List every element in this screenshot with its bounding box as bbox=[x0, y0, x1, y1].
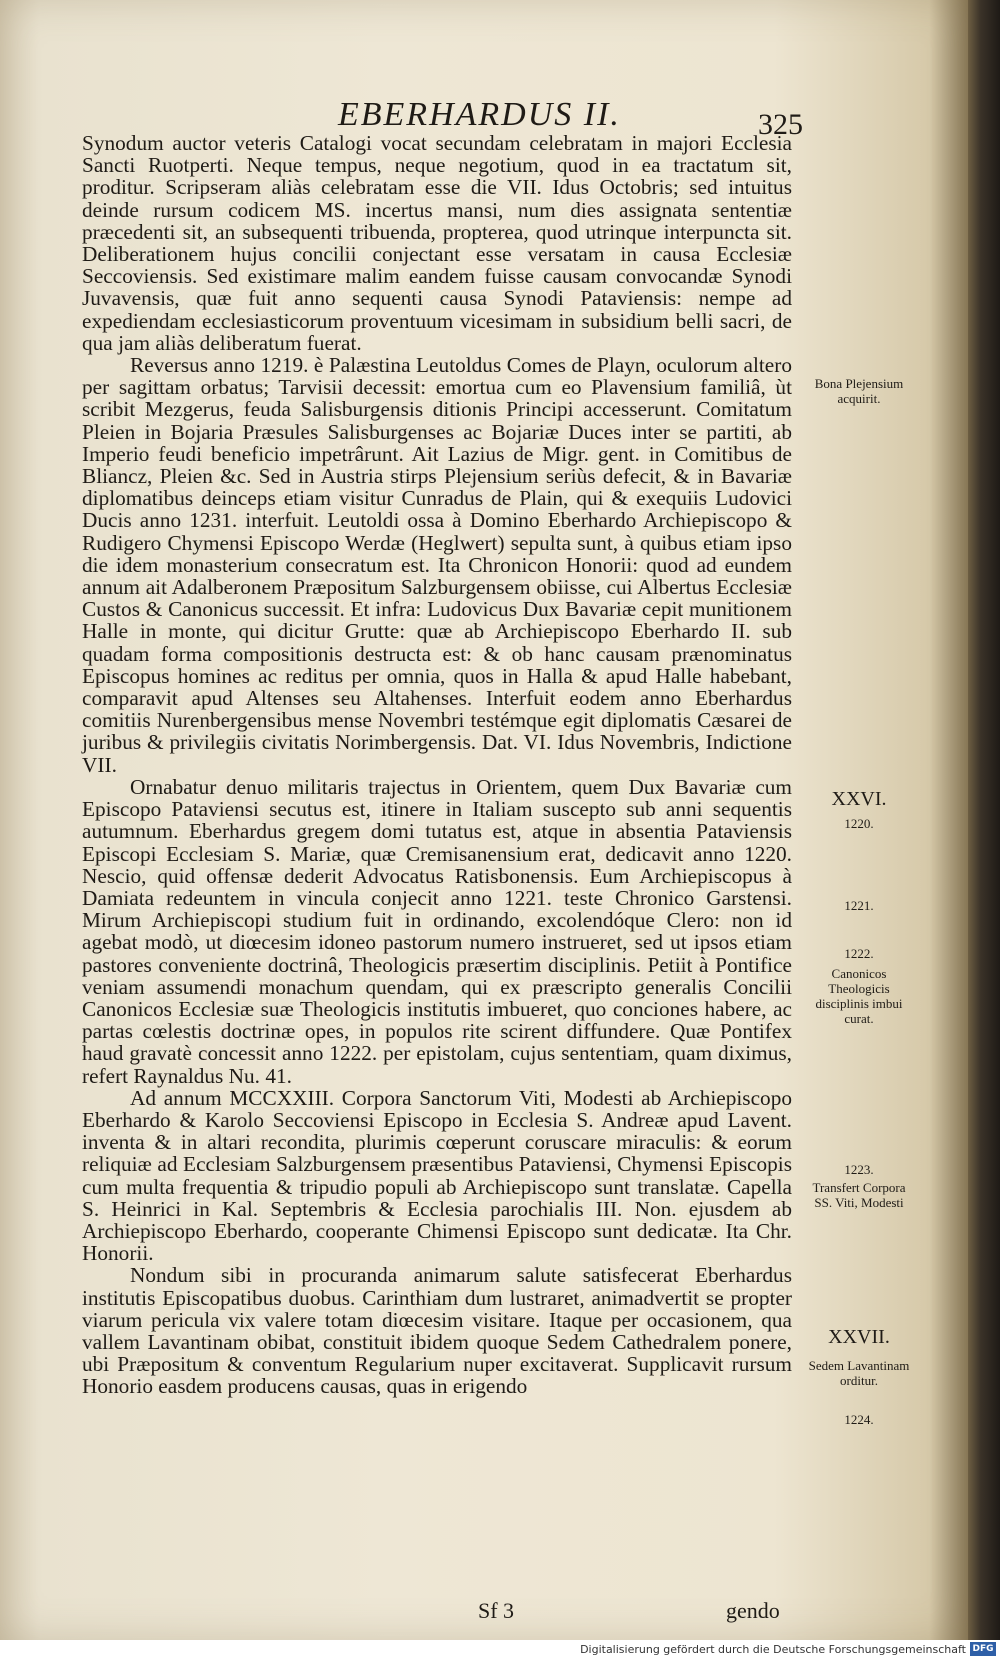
margin-note-sedem: Sedem Lavantinam orditur. bbox=[808, 1358, 910, 1388]
margin-section-xxvii: XXVII. bbox=[828, 1326, 890, 1348]
margin-year-1222: 1222. bbox=[844, 946, 874, 961]
signature-mark: Sf 3 bbox=[478, 1598, 515, 1623]
margin-year-1223: 1223. bbox=[844, 1162, 874, 1177]
digitization-note: Digitalisierung gefördert durch die Deutsche Forschungsgemeinschaft bbox=[580, 1643, 966, 1656]
margin-year-1220: 1220. bbox=[844, 816, 874, 831]
page-number: 325 bbox=[758, 108, 803, 141]
running-title: EBERHARDUS II. bbox=[338, 96, 621, 133]
margin-year-1221: 1221. bbox=[844, 898, 874, 913]
paragraph-reversus: Reversus anno 1219. è Palæstina Leutoldus Comes de Playn, oculorum altero per sagittam orbatus; Tarvisii decessit: emortua cum eo Plavensium familiâ, ùt scribit Mezgerus, feuda Salisburgensis ditionis Principi accesserunt. Comitatum Pleien in Bojaria Præsules Salisburgenses ac Bojariæ Duces inter se partiti, ab Imperio feudi beneficio impetrârunt. Ait Lazius de Migr. gent. in Comitibus de Bliancz, Pleien &c. Sed in Austria stirps Plejensium seriùs defecit, & in Bavariæ diplomatibus deinceps etiam visitur Cunradus de Plain, qui & exequiis Ludovici Ducis anno 1231. interfuit. Leutoldi ossa à Domino Eberhardo Archiepiscopo & Rudigero Chymensi Episcopo Werdæ (Heglwert) sepulta sunt, à quibus etiam ipso die idem monasterium consecratum est. Ita Chronicon Honorii: quod ad eundem annum ait Adalberonem Præpositum Salzburgensem obiisse, cui Albertus Ecclesiæ Custos & Canonicus successit. Et infra: Ludovicus Dux Bavariæ cepit munitionem Halle in monte, qui dicitur Grutte: quæ ab Archiepiscopo Eberhardo II. sub quadam forma compositionis destructa est: & ob hanc causam prænominatus Episcopus homines ac reditus per omnia, quos in Halla & apud Halle habebant, comparavit apud Altenses seu Altahenses. Interfuit eodem anno Eberhardus comitiis Nurenbergensibus mense Novembri testémque egit diplomatis Cæsarei de juribus & privilegiis civitatis Norimbergensis. Dat. VI. Idus Novembris, Indictione VII. bbox=[82, 353, 792, 777]
margin-note-canonicos: Canonicos Theologicis disciplinis imbui curat. bbox=[815, 966, 903, 1026]
dfg-logo: DFG bbox=[970, 1642, 996, 1656]
margin-section-xxvi: XXVI. bbox=[831, 788, 887, 810]
paragraph-synodum: Synodum auctor veteris Catalogi vocat secundam celebratam in majori Ecclesia Sancti Ruotperti. Neque tempus, neque negotium, quod in ea tractatum sit, proditur. Scripseram aliàs celebratam esse die VII. Idus Octobris; sed intuitus deinde rursum codicem MS. incertus mansi, num dies assignata sententiæ præcedenti sit, an subsequenti tribuenda, propterea, quod utrinque interpuncta sit. Deliberationem hujus concilii conjectant esse versatam in causa Ecclesiæ Seccoviensis. Sed existimare malim eandem fuisse causam convocandæ Synodi Juvavensis, quæ fuit anno sequenti causa Synodi Pataviensis: nempe ad expediendam ecclesiasticorum proventuum vicesimam in subsidium belli sacri, de qua jam aliàs deliberatum fuerat. bbox=[82, 131, 792, 355]
paragraph-ornabatur: Ornabatur denuo militaris trajectus in Orientem, quem Dux Bavariæ cum Episcopo Pataviensi secutus est, itinere in Italiam suscepto sub anni sequentis autumnum. Eberhardus gregem domi tutatus est, atque in absentia Pataviensis Episcopi Ecclesiam S. Mariæ, quæ Cremisanensium erat, dedicavit anno 1220. Nescio, quid offensæ dederit Advocatus Ratisbonensis. Eum Archiepiscopus à Damiata redeuntem in vincula conjecit anno 1221. teste Chronico Garstensi. Mirum Archiepiscopi studium fuit in ordinando, excolendóque Clero: non id agebat modò, ut diœcesim idoneo pastorum numero instrueret, sed ut ipsos etiam pastores conveniente doctrinâ, Theologicis præsertim disciplinis. Petiit à Pontifice veniam assumendi monachum quendam, qui ex præscripto generalis Concilii Canonicos Ecclesiæ suæ Theologicis institutis imbueret, quo conciones habere, ac partas cœlestis doctrinæ opes, in populos rite scirent diffundere. Quæ Pontifex haud gravatè concessit anno 1222. per epistolam, cujus sententiam, quam diximus, refert Raynaldus Nu. 41. bbox=[82, 774, 792, 1088]
main-text bbox=[82, 132, 792, 1398]
margin-note-bona-plejen: Bona Plejensium acquirit. bbox=[814, 376, 904, 406]
margin-note-transfert: Transfert Corpora SS. Viti, Modesti bbox=[812, 1180, 906, 1210]
paragraph-ad-annum: Ad annum MCCXXIII. Corpora Sanctorum Viti, Modesti ab Archiepiscopo Eberhardo & Karolo Seccoviensi Episcopo in Ecclesia S. Andreæ apud Lavent. inventa & in altari recondita, plurimis cœperunt coruscare miraculis: & eorum reliquiæ ad Ecclesiam Salzburgensem præsentibus Pataviensi, Chymensi Episcopis cum multa frequentia & tripudio populi ab Archiepiscopo sunt translatæ. Capella S. Heinrici in Kal. Septembris & Ecclesia parochialis III. Non. ejusdem ab Archiepiscopo Eberhardo, cooperante Chimensi Episcopo sunt dedicatæ. Ita Chr. Honorii. bbox=[82, 1085, 792, 1266]
catchword: gendo bbox=[726, 1598, 780, 1623]
book-spine bbox=[968, 0, 1000, 1640]
paragraph-nondum: Nondum sibi in procuranda animarum salute satisfecerat Eberhardus institutis Episcopatibus duobus. Carinthiam dum lustraret, animadvertit se propter viarum pericula vix valere totam diœcesim visitare. Itaque per occasionem, qua vallem Lavantinam obibat, constituit ibidem quoque Sedem Cathedralem ponere, ubi Præpositum & conventum Regularium nuper excitaverat. Supplicavit rursum Honorio easdem producens causas, quas in erigendo bbox=[82, 1263, 792, 1399]
margin-year-1224: 1224. bbox=[844, 1412, 874, 1427]
